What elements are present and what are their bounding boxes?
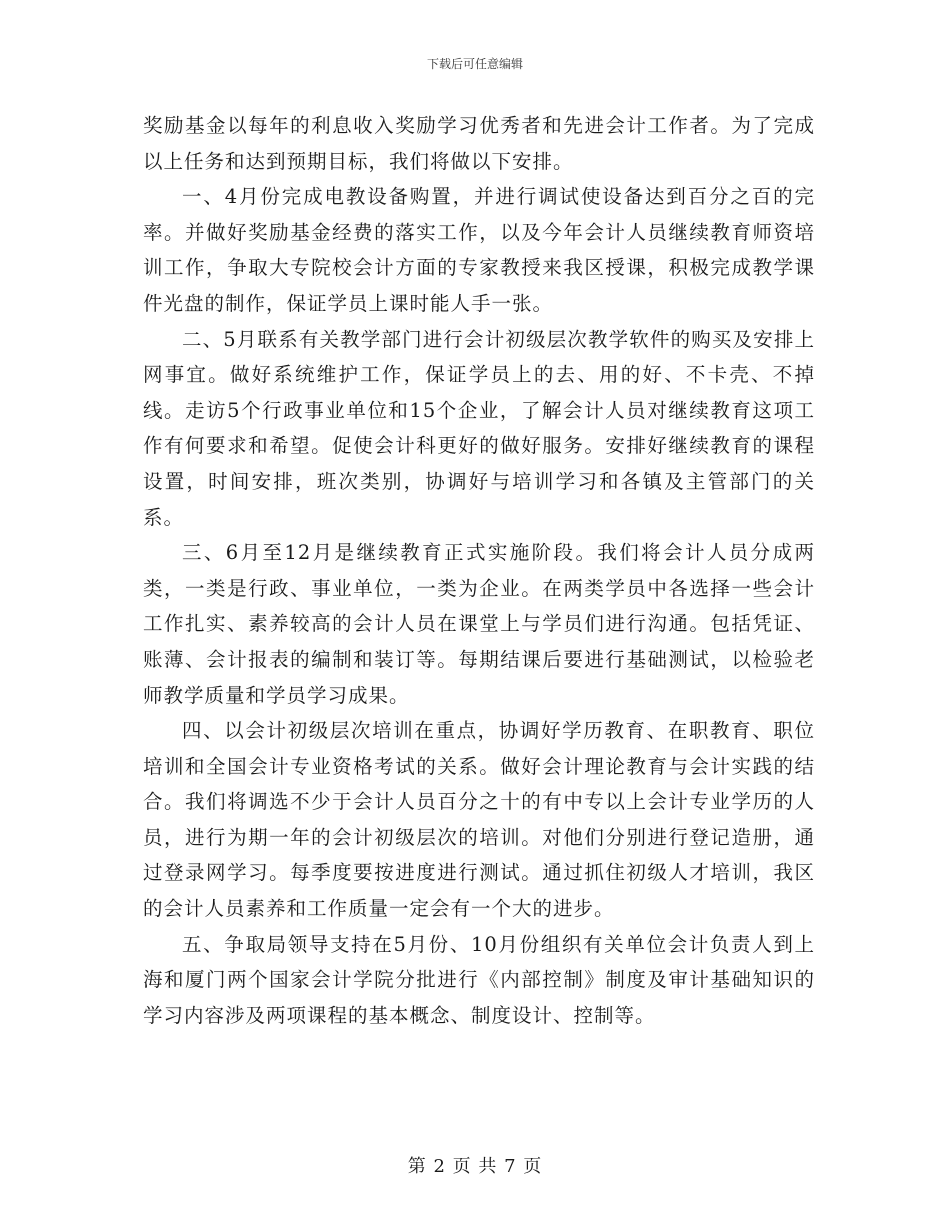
paragraph-continuation: 奖励基金以每年的利息收入奖励学习优秀者和先进会计工作者。为了完成以上任务和达到预期目标，我们将做以下安排。 (143, 114, 815, 173)
paragraph-item-4: 四、以会计初级层次培训在重点，协调好学历教育、在职教育、职位培训和全国会计专业资格考试的关系。做好会计理论教育与会计实践的结合。我们将调选不少于会计人员百分之十的有中专以上会计专业学历的人员，进行为期一年的会计初级层次的培训。对他们分别进行登记造册，通过登录网学习。每季度要按进度进行测试。通过抓住初级人才培训，我区的会计人员素养和工作质量一定会有一个大的进步。 (143, 719, 815, 921)
paragraph-item-2: 二、5月联系有关教学部门进行会计初级层次教学软件的购买及安排上网事宜。做好系统维护工作，保证学员上的去、用的好、不卡壳、不掉线。走访5个行政事业单位和15个企业，了解会计人员对继续教育这项工作有何要求和希望。促使会计科更好的做好服务。安排好继续教育的课程设置，时间安排，班次类别，协调好与培训学习和各镇及主管部门的关系。 (143, 327, 815, 529)
page-header: 下载后可任意编辑 (426, 57, 523, 71)
page-number-footer: 第 2 页 共 7 页 (407, 1156, 543, 1177)
paragraph-item-1: 一、4月份完成电教设备购置，并进行调试使设备达到百分之百的完率。并做好奖励基金经费的落实工作，以及今年会计人员继续教育师资培训工作，争取大专院校会计方面的专家教授来我区授课，积极完成教学课件光盘的制作，保证学员上课时能人手一张。 (143, 185, 815, 315)
paragraph-item-3: 三、6月至12月是继续教育正式实施阶段。我们将会计人员分成两类，一类是行政、事业单位，一类为企业。在两类学员中各选择一些会计工作扎实、素养较高的会计人员在课堂上与学员们进行沟通。包括凭证、账薄、会计报表的编制和装订等。每期结课后要进行基础测试，以检验老师教学质量和学员学习成果。 (143, 541, 815, 707)
document-body (143, 108, 815, 1033)
paragraph-item-5: 五、争取局领导支持在5月份、10月份组织有关单位会计负责人到上海和厦门两个国家会计学院分批进行《内部控制》制度及审计基础知识的学习内容涉及两项课程的基本概念、制度设计、控制等。 (143, 932, 815, 1027)
